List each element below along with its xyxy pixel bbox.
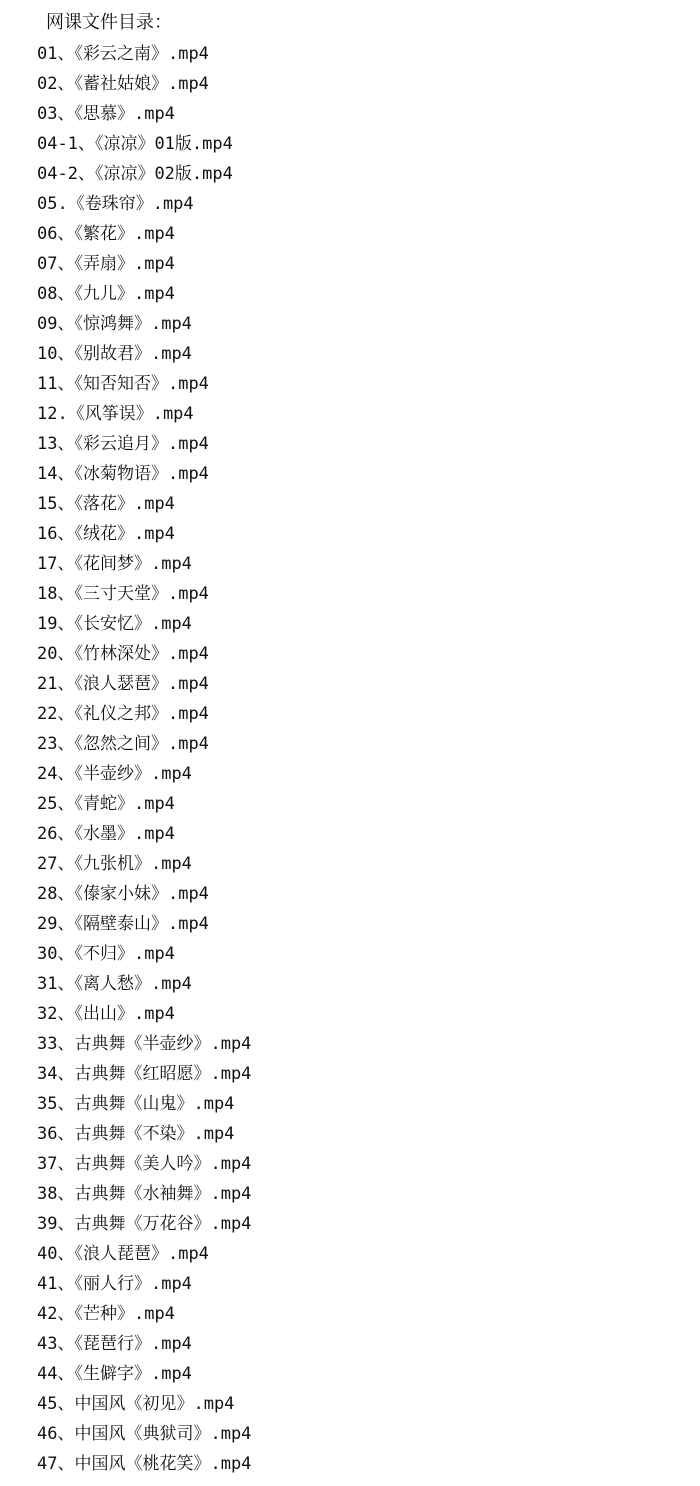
file-list-item: 06、《繁花》.mp4: [37, 224, 175, 244]
file-list-item: 17、《花间梦》.mp4: [37, 554, 192, 574]
file-list-item: 22、《礼仪之邦》.mp4: [37, 704, 209, 724]
file-list-item: 24、《半壶纱》.mp4: [37, 764, 192, 784]
file-list-item: 26、《水墨》.mp4: [37, 824, 175, 844]
file-list-item: 18、《三寸天堂》.mp4: [37, 584, 209, 604]
file-list-item: 27、《九张机》.mp4: [37, 854, 192, 874]
file-list-item: 14、《冰菊物语》.mp4: [37, 464, 209, 484]
file-list-item: 03、《思慕》.mp4: [37, 104, 175, 124]
file-list-item: 39、古典舞《万花谷》.mp4: [37, 1214, 252, 1234]
file-list-item: 44、《生僻字》.mp4: [37, 1364, 192, 1384]
file-list-item: 35、古典舞《山鬼》.mp4: [37, 1094, 235, 1114]
file-list-item: 31、《离人愁》.mp4: [37, 974, 192, 994]
file-list-item: 36、古典舞《不染》.mp4: [37, 1124, 235, 1144]
file-list-item: 46、中国风《典狱司》.mp4: [37, 1424, 252, 1444]
file-list-item: 05.《卷珠帘》.mp4: [37, 194, 194, 214]
file-list-item: 33、古典舞《半壶纱》.mp4: [37, 1034, 252, 1054]
file-list-item: 34、古典舞《红昭愿》.mp4: [37, 1064, 252, 1084]
file-list-item: 07、《弄扇》.mp4: [37, 254, 175, 274]
file-list-item: 41、《丽人行》.mp4: [37, 1274, 192, 1294]
file-list-item: 13、《彩云追月》.mp4: [37, 434, 209, 454]
file-list-item: 15、《落花》.mp4: [37, 494, 175, 514]
file-list-item: 25、《青蛇》.mp4: [37, 794, 175, 814]
file-list-item: 38、古典舞《水袖舞》.mp4: [37, 1184, 252, 1204]
file-list-item: 28、《傣家小妹》.mp4: [37, 884, 209, 904]
file-list-item: 12.《风筝误》.mp4: [37, 404, 194, 424]
file-list-item: 40、《浪人琵琶》.mp4: [37, 1244, 209, 1264]
file-list-item: 04-1、《凉凉》01版.mp4: [37, 134, 233, 154]
file-list-item: 32、《出山》.mp4: [37, 1004, 175, 1024]
file-list-item: 21、《浪人瑟琶》.mp4: [37, 674, 209, 694]
file-list-item: 16、《绒花》.mp4: [37, 524, 175, 544]
file-list-item: 11、《知否知否》.mp4: [37, 374, 209, 394]
file-list-item: 20、《竹林深处》.mp4: [37, 644, 209, 664]
file-list: [37, 40, 251, 1480]
file-list-item: 42、《芒种》.mp4: [37, 1304, 175, 1324]
file-list-item: 45、中国风《初见》.mp4: [37, 1394, 235, 1414]
file-list-item: 47、中国风《桃花笑》.mp4: [37, 1454, 252, 1474]
file-list-item: 23、《忽然之间》.mp4: [37, 734, 209, 754]
file-list-item: 30、《不归》.mp4: [37, 944, 175, 964]
file-list-item: 04-2、《凉凉》02版.mp4: [37, 164, 233, 184]
file-list-item: 08、《九儿》.mp4: [37, 284, 175, 304]
document-title: 网课文件目录：: [46, 12, 172, 33]
file-list-item: 43、《琵琶行》.mp4: [37, 1334, 192, 1354]
file-list-item: 10、《别故君》.mp4: [37, 344, 192, 364]
file-list-item: 09、《惊鸿舞》.mp4: [37, 314, 192, 334]
file-list-item: 01、《彩云之南》.mp4: [37, 44, 209, 64]
file-list-item: 02、《蓄社姑娘》.mp4: [37, 74, 209, 94]
file-list-item: 37、古典舞《美人吟》.mp4: [37, 1154, 252, 1174]
file-list-item: 19、《长安忆》.mp4: [37, 614, 192, 634]
file-list-item: 29、《隔壁泰山》.mp4: [37, 914, 209, 934]
